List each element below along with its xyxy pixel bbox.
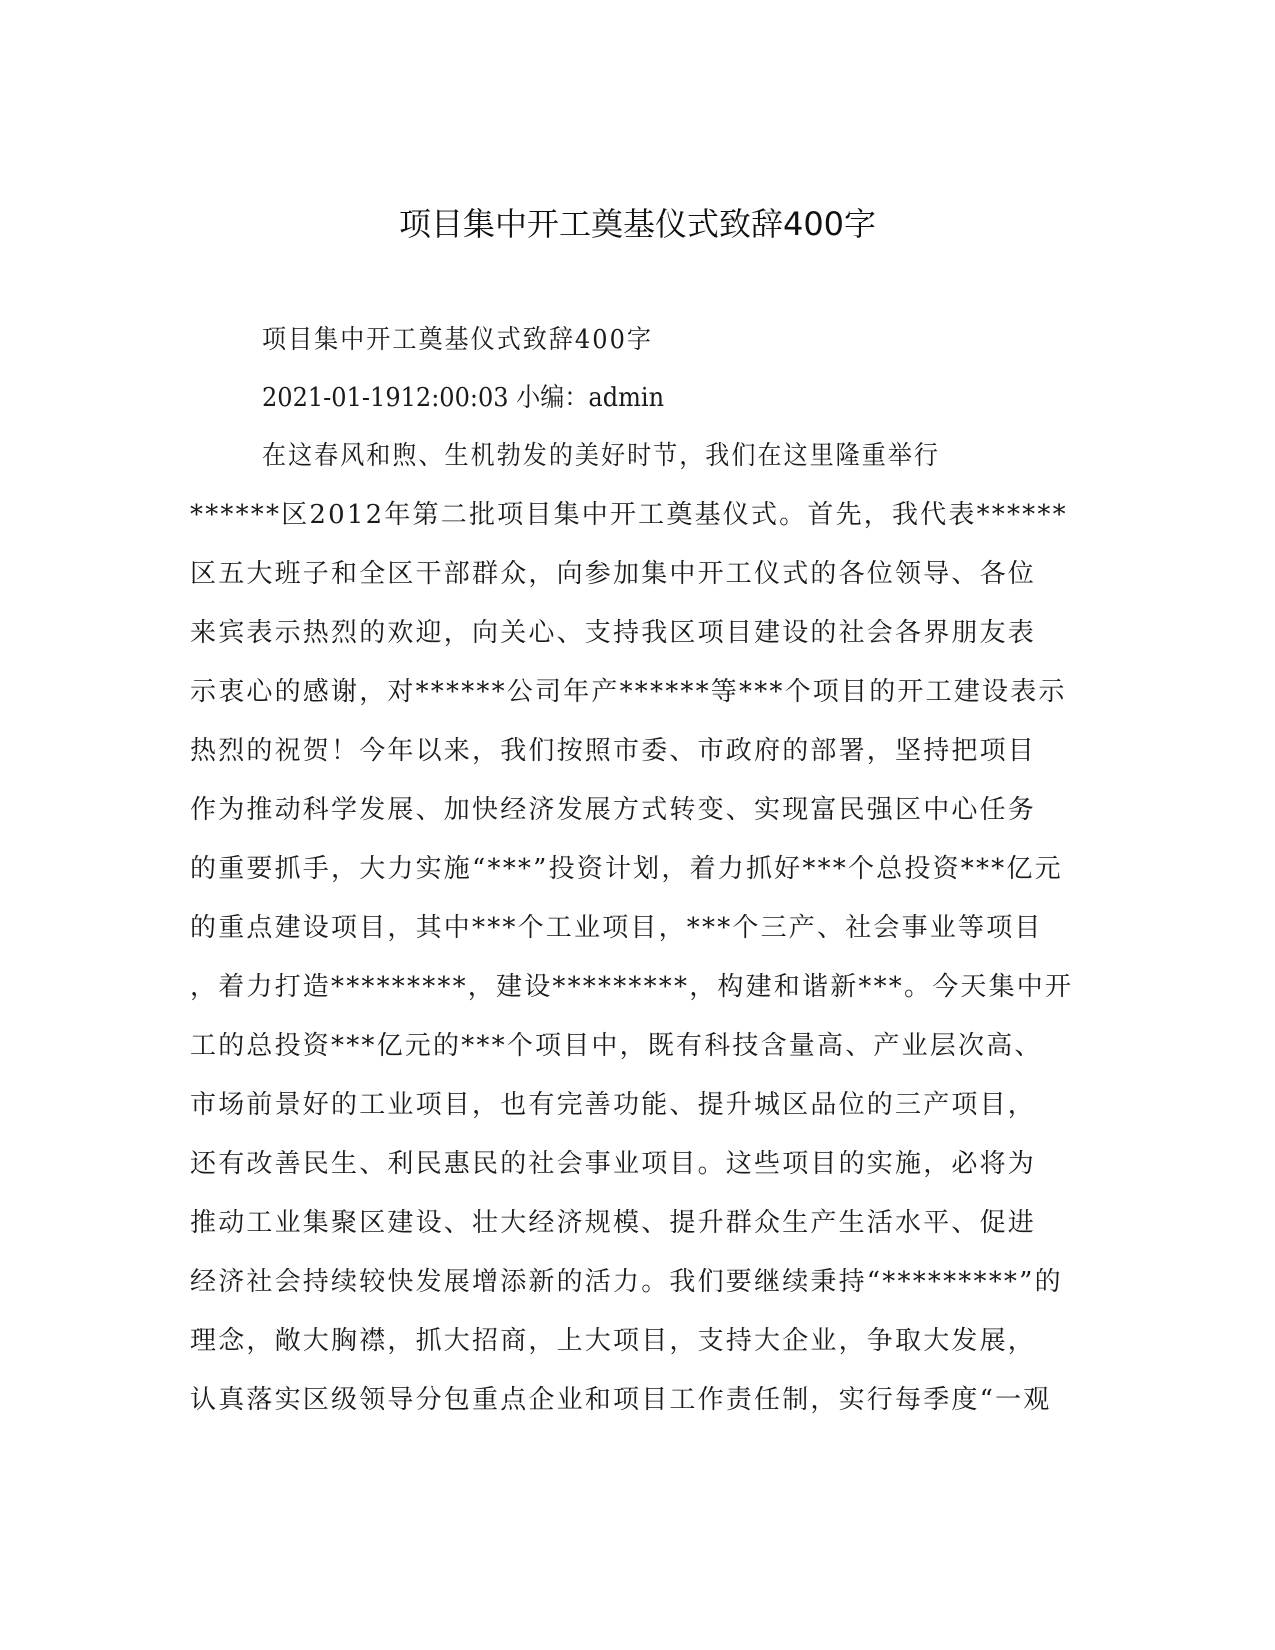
- body-line-14: 推动工业集聚区建设、壮大经济规模、提升群众生产生活水平、促进: [190, 1208, 1037, 1238]
- body-line-10: ，着力打造*********，建设*********，构建和谐新***。今天集中开: [190, 972, 1074, 1002]
- body-line-15: 经济社会持续较快发展增添新的活力。我们要继续秉持“*********”的: [190, 1267, 1063, 1297]
- body-line-16: 理念，敞大胸襟，抓大招商，上大项目，支持大企业，争取大发展，: [190, 1326, 1037, 1356]
- body-line-2: ******区2012年第二批项目集中开工奠基仪式。首先，我代表******: [190, 500, 1068, 530]
- body-line-6: 热烈的祝贺！今年以来，我们按照市委、市政府的部署，坚持把项目: [190, 736, 1037, 766]
- body-line-13: 还有改善民生、利民惠民的社会事业项目。这些项目的实施，必将为: [190, 1149, 1037, 1179]
- body-line-8: 的重要抓手，大力实施“***”投资计划，着力抓好***个总投资***亿元: [190, 854, 1063, 884]
- document-subtitle: 项目集中开工奠基仪式致辞400字: [262, 325, 653, 355]
- body-line-12: 市场前景好的工业项目，也有完善功能、提升城区品位的三产项目，: [190, 1090, 1037, 1120]
- body-line-7: 作为推动科学发展、加快经济发展方式转变、实现富民强区中心任务: [190, 795, 1037, 825]
- body-line-9: 的重点建设项目，其中***个工业项目，***个三产、社会事业等项目: [190, 913, 1043, 943]
- body-line-1: 在这春风和煦、生机勃发的美好时节，我们在这里隆重举行: [262, 441, 940, 471]
- document-meta-line: 2021-01-1912:00:03 小编：admin: [262, 383, 665, 413]
- body-line-11: 工的总投资***亿元的***个项目中，既有科技含量高、产业层次高、: [190, 1031, 1043, 1061]
- body-line-4: 来宾表示热烈的欢迎，向关心、支持我区项目建设的社会各界朋友表: [190, 618, 1037, 648]
- body-line-5: 示衷心的感谢，对******公司年产******等***个项目的开工建设表示: [190, 677, 1067, 707]
- body-line-17: 认真落实区级领导分包重点企业和项目工作责任制，实行每季度“一观: [190, 1385, 1052, 1415]
- body-line-3: 区五大班子和全区干部群众，向参加集中开工仪式的各位领导、各位: [190, 559, 1037, 589]
- document-title: 项目集中开工奠基仪式致辞400字: [398, 205, 877, 243]
